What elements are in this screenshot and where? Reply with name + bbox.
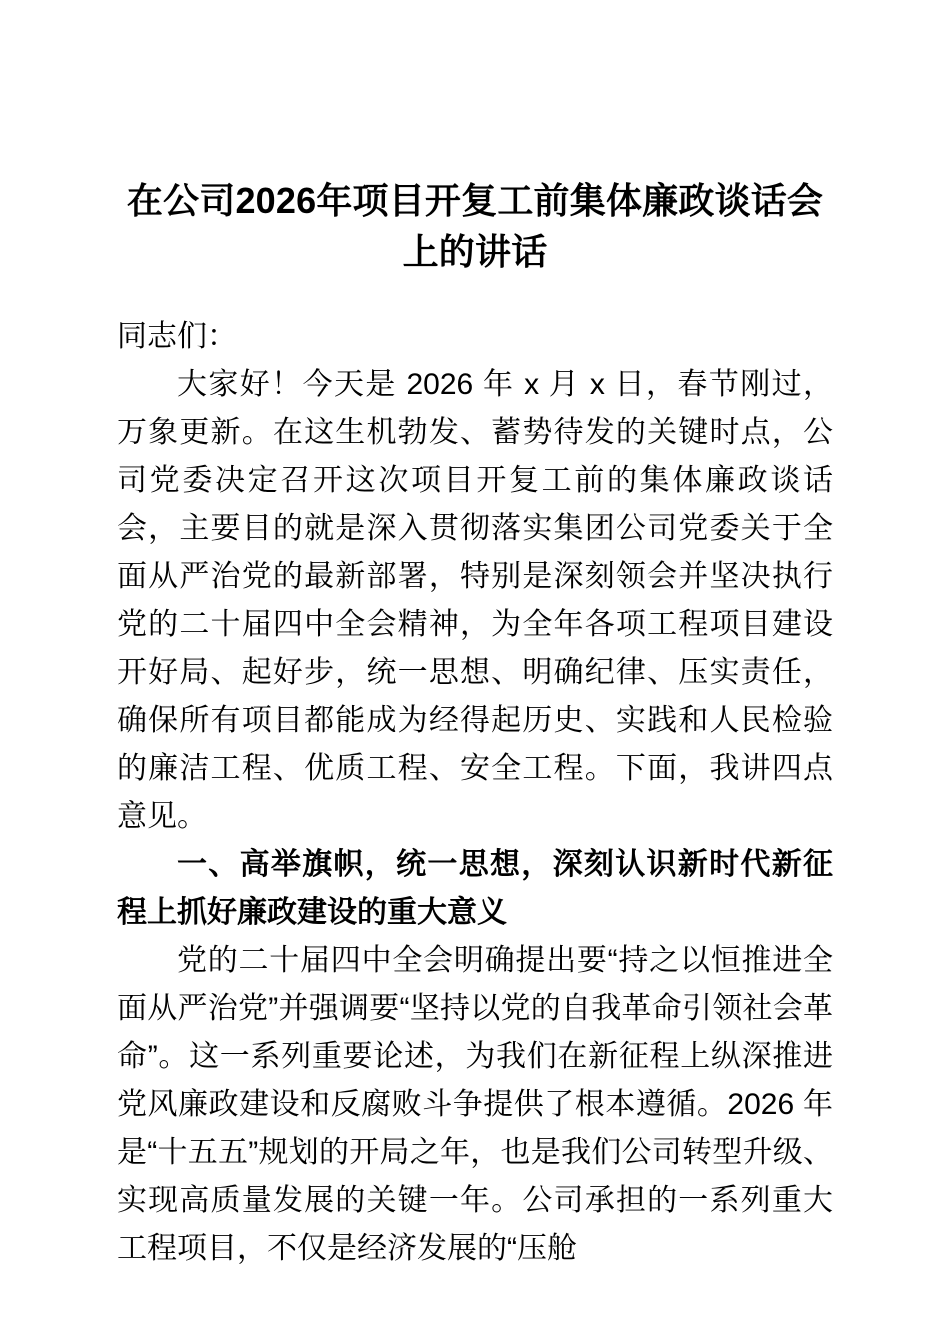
salutation-line: 同志们： bbox=[117, 320, 237, 353]
document-text-column bbox=[117, 0, 833, 1273]
page-title: 在公司2026年项目开复工前集体廉政谈话会上的讲话 bbox=[126, 180, 824, 272]
paragraph-section-one-body: 党的二十届四中全会明确提出要“持之以恒推进全面从严治党”并强调要“坚持以党的自我革命引领社会革命”。这一系列重要论述，为我们在新征程上纵深推进党风廉政建设和反腐败斗争提供了根本遵循。2026 年是“十五五”规划的开局之年，也是我们公司转型升级、实现高质量发展的关键一年。公司承担的一系列重大工程项目，不仅是经济发展的“压舱 bbox=[117, 944, 833, 1265]
section-heading-one: 一、高举旗帜，统一思想，深刻认识新时代新征程上抓好廉政建设的重大意义 bbox=[117, 848, 833, 929]
paragraph-opening: 大家好！今天是 2026 年 x 月 x 日，春节刚过，万象更新。在这生机勃发、蓄势待发的关键时点，公司党委决定召开这次项目开复工前的集体廉政谈话会，主要目的就是深入贯彻落实集团公司党委关于全面从严治党的最新部署，特别是深刻领会并坚决执行党的二十届四中全会精神，为全年各项工程项目建设开好局、起好步，统一思想、明确纪律、压实责任，确保所有项目都能成为经得起历史、实践和人民检验的廉洁工程、优质工程、安全工程。下面，我讲四点意见。 bbox=[117, 368, 833, 833]
